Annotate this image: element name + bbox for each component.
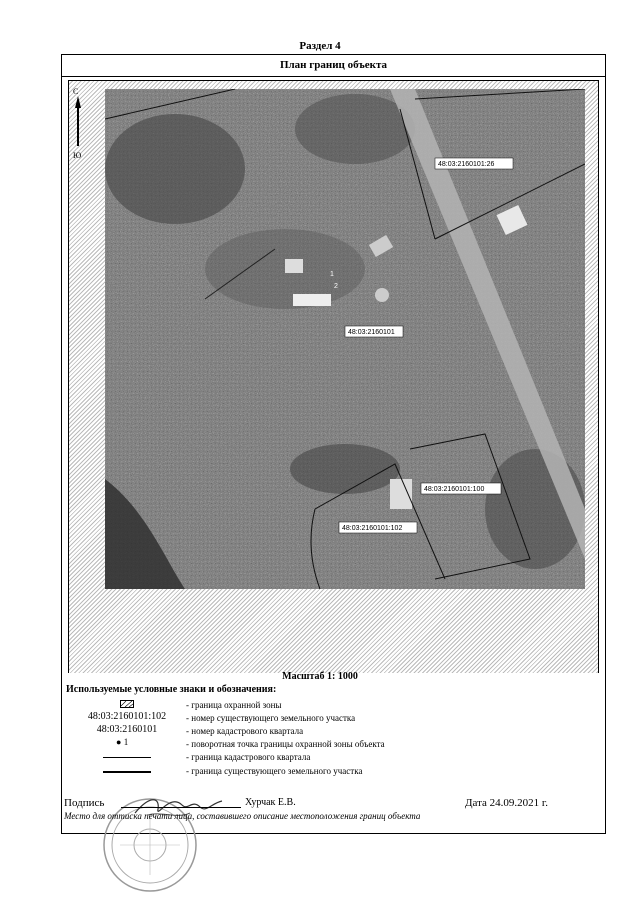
plan-header: План границ объекта xyxy=(62,55,605,77)
south-label: Ю xyxy=(73,151,82,160)
parcel-label xyxy=(345,326,403,337)
turn-point-label: 1 xyxy=(330,271,334,278)
legend-text: - номер кадастрового квартала xyxy=(186,726,304,736)
map-scale: Масштаб 1: 1000 xyxy=(282,671,358,682)
legend-parcel-number: 48:03:2160101:102 xyxy=(87,711,167,722)
legend-turn-point xyxy=(116,737,128,747)
turn-point-dot-icon: ● xyxy=(116,737,122,747)
zone-boundary-symbol-icon xyxy=(120,700,134,708)
svg-text:48:03:2160101:26: 48:03:2160101:26 xyxy=(438,161,495,168)
north-arrow-icon xyxy=(70,86,90,166)
signer-name: Хурчак Е.В. xyxy=(245,797,296,808)
legend-text: - граница существующего земельного участка xyxy=(186,766,363,776)
quarter-boundary-line xyxy=(103,757,151,758)
legend-quarter-number: 48:03:2160101 xyxy=(96,724,158,735)
building xyxy=(390,479,412,509)
signature-label: Подпись xyxy=(64,797,105,809)
legend-text: - граница кадастрового квартала xyxy=(186,752,311,762)
parcel-label xyxy=(421,483,501,494)
signature-line xyxy=(121,807,241,808)
svg-text:48:03:2160101:100: 48:03:2160101:100 xyxy=(424,486,485,493)
stamp-caption: Место для оттиска печати лица, составившего описание местоположения границ объекта xyxy=(64,811,421,821)
legend-text: - граница охранной зоны xyxy=(186,700,282,710)
section-title: Раздел 4 xyxy=(299,40,341,52)
north-label: С xyxy=(73,87,79,96)
building xyxy=(285,259,303,273)
svg-text:48:03:2160101:102: 48:03:2160101:102 xyxy=(342,525,403,532)
parcel-label xyxy=(435,158,513,169)
aerial-map xyxy=(105,89,585,589)
parcel-boundary-line xyxy=(103,771,151,773)
parcel-label xyxy=(339,522,417,533)
svg-text:48:03:2160101: 48:03:2160101 xyxy=(348,329,395,336)
turn-point-label: 2 xyxy=(334,283,338,290)
document-date: Дата 24.09.2021 г. xyxy=(465,797,548,809)
building xyxy=(293,294,331,306)
legend-title: Используемые условные знаки и обозначения: xyxy=(66,684,277,695)
legend-text: - поворотная точка границы охранной зоны объекта xyxy=(186,739,385,749)
turn-point-number: 1 xyxy=(123,737,129,747)
legend-text: - номер существующего земельного участка xyxy=(186,713,356,723)
